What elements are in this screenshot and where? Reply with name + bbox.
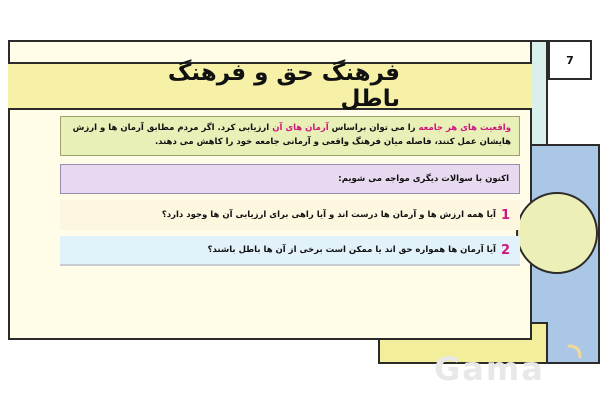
paragraph-text-2: ارزیابی کرد. اگر مردم مطابق آرمان ها و ارزش هایشان عمل کنند، فاصله میان فرهنگ واقعی و آرمانی جامعه خود را کاهش می دهند. (72, 123, 511, 147)
question-number: 2 (500, 242, 510, 258)
question-number: 1 (500, 207, 510, 223)
question-item (60, 200, 520, 230)
slide-title: فرهنگ حق و فرهنگ باطل (167, 60, 400, 112)
questions-intro (60, 164, 520, 194)
decorative-circle (516, 192, 598, 274)
intro-paragraph (60, 116, 520, 156)
logo-swoosh-icon (566, 342, 584, 360)
watermark-logo: Gama (434, 350, 545, 388)
question-text: آیا همه ارزش ها و آرمان ها درست اند و آیا راهی برای ارزیابی آن ها وجود دارد؟ (161, 210, 496, 220)
questions-intro-text: اکنون با سوالات دیگری مواجه می شویم: (338, 174, 509, 184)
paragraph-text-1: را می توان براساس (328, 123, 419, 133)
highlight-ideals: آرمان های آن (272, 123, 329, 133)
highlight-society-realities: واقعیت های هر جامعه (418, 123, 511, 133)
page-number: 7 (548, 40, 592, 80)
question-item (60, 236, 520, 266)
question-text: آیا آرمان ها همواره حق اند یا ممکن است برخی از آن ها باطل باشند؟ (207, 245, 496, 255)
